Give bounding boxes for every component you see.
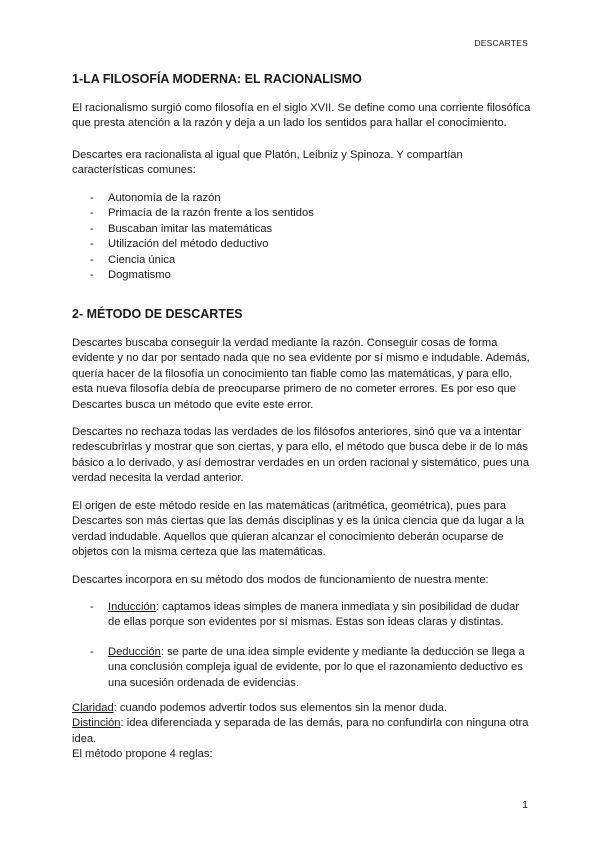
list-item	[90, 191, 314, 206]
text-line: Descartes era racionalista al igual que Platón, Leibniz y Spinoza. Y compartían	[72, 149, 463, 161]
list-item-text: Autonomía de la razón	[108, 192, 221, 204]
definition-text: una conclusión compleja igual de evidente, por lo que el razonamiento deductivo es	[108, 661, 523, 674]
definition-claridad	[72, 701, 534, 716]
list-item-text: Utilización del método deductivo	[108, 238, 269, 251]
section-2-paragraph-1	[72, 336, 534, 413]
term-induccion: Inducción	[108, 601, 156, 613]
list-item-induccion	[90, 600, 519, 631]
list-item-text: Ciencia única	[108, 253, 176, 266]
text-line: redescubrirlas y mostrar que son ciertas, y para ello, el método que busca debe ir de lo más	[72, 441, 528, 454]
list-item-deduccion	[90, 645, 525, 691]
page-number: 1	[522, 799, 528, 811]
text-line: verdad indudable. Aquellos que quieran alcanzar el conocimiento deberán ocuparse de	[72, 530, 504, 543]
text-line: características comunes:	[72, 164, 196, 177]
list-marker: -	[90, 646, 94, 658]
text-line: El racionalismo surgió como filosofía en el siglo XVII. Se define como una corriente filosófica	[72, 102, 531, 114]
text-line: Descartes buscaba conseguir la verdad mediante la razón. Conseguir cosas de forma	[72, 337, 498, 349]
list-item-text: Dogmatismo	[108, 269, 171, 282]
list-item	[90, 222, 314, 237]
definition-text: una sucesión ordenada de evidencias.	[108, 676, 299, 689]
mind-modes-list	[90, 600, 519, 631]
list-marker: -	[90, 238, 94, 251]
list-marker: -	[90, 192, 94, 204]
text-line: que presta atención a la razón y deja a un lado los sentidos para hallar el conocimiento.	[72, 117, 507, 130]
text-line: básico a lo derivado, y así demostrar verdades en un orden racional y sistemático, pues una	[72, 456, 530, 469]
text-line: verdad necesita la verdad anterior.	[72, 472, 244, 485]
list-marker: -	[90, 601, 94, 613]
list-marker: -	[90, 253, 94, 266]
definition-text: : captamos ideas simples de manera inmediata y sin posibilidad de dudar	[155, 601, 520, 613]
section-1-paragraph-2	[72, 148, 534, 179]
definition-distincion	[72, 716, 534, 731]
definition-text: : cuando podemos advertir todos sus elementos sin la menor duda.	[113, 702, 448, 714]
section-1-title: 1-LA FILOSOFÍA MODERNA: EL RACIONALISMO	[72, 72, 362, 86]
section-2-paragraph-3	[72, 499, 534, 561]
list-item	[90, 206, 314, 221]
list-item	[90, 253, 314, 268]
definition-text: : se parte de una idea simple evidente y mediante la deducción se llega a	[160, 646, 525, 658]
text-line: idea.	[72, 732, 97, 745]
text-line: El origen de este método reside en las matemáticas (aritmética, geométrica), pues para	[72, 500, 507, 512]
text-line: Descartes son más ciertas que las demás disciplinas y es la única ciencia que da lugar a la	[72, 515, 525, 528]
list-item-text: Buscaban imitar las matemáticas	[108, 222, 273, 235]
list-marker: -	[90, 207, 94, 220]
text-line: evidente y no dar por sentado nada que no sea evidente por sí mismo e indudable. Además,	[72, 352, 530, 365]
section-2-title: 2- MÉTODO DE DESCARTES	[72, 307, 243, 321]
text-line: Descartes no rechaza todas las verdades de los filósofos anteriores, sinó que va a intentar	[72, 426, 521, 438]
definition-text: : idea diferenciada y separada de las demás, para no confundirla con ninguna otra	[120, 717, 529, 730]
list-item-text: Primacía de la razón frente a los sentidos	[108, 207, 314, 220]
rules-intro: El método propone 4 reglas:	[72, 748, 213, 761]
definitions-block	[72, 701, 534, 763]
term-distincion: Distinción	[72, 717, 121, 730]
text-line: Descartes incorpora en su método dos modos de funcionamiento de nuestra mente:	[72, 574, 489, 586]
mind-modes-list-continued	[90, 645, 525, 691]
definition-text: de ellas porque son evidentes por sí mismas. Estas son ideas claras y distintas.	[108, 616, 504, 629]
list-marker: -	[90, 222, 94, 235]
text-line: esta nueva filosofía debía de preocuparse primero de no cometer errores. Es por eso que	[72, 383, 517, 396]
text-line: quería hacer de la filosofía un conocimiento tan fiable como las matemáticas, y para ello,	[72, 367, 513, 380]
list-marker: -	[90, 269, 94, 282]
term-deduccion: Deducción	[108, 646, 161, 658]
section-2-paragraph-2	[72, 425, 534, 487]
text-line: objetos con la misma certeza que las matemáticas.	[72, 546, 326, 559]
term-claridad: Claridad	[72, 702, 114, 714]
text-line: Descartes busca un método que evite este error.	[72, 398, 314, 411]
section-2-paragraph-4	[72, 573, 534, 588]
running-header: DESCARTES	[474, 38, 528, 48]
list-item	[90, 268, 314, 283]
list-item	[90, 237, 314, 252]
features-list	[90, 191, 314, 283]
section-1-paragraph-1	[72, 101, 534, 132]
